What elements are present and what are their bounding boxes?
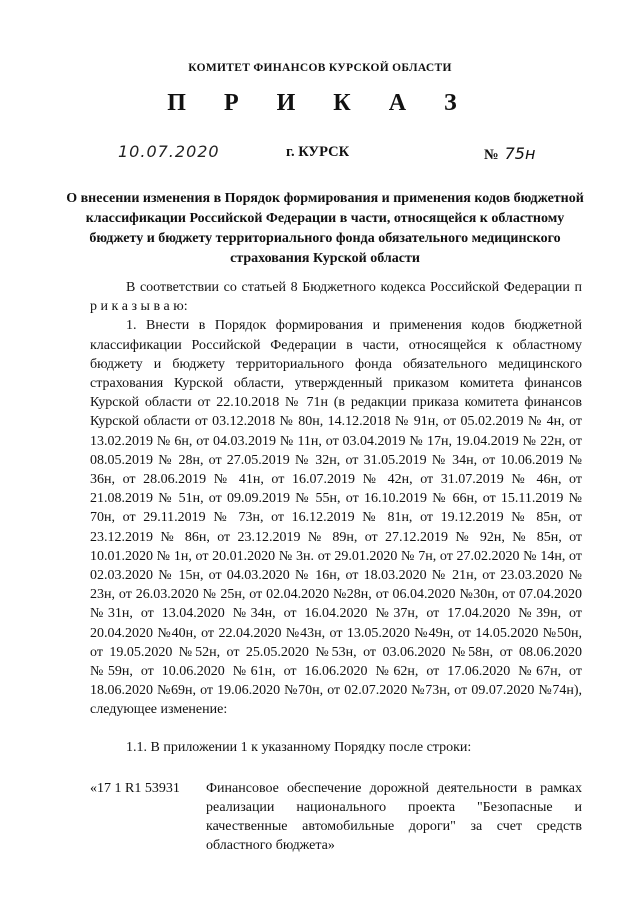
order-number	[484, 144, 535, 164]
spacer	[90, 757, 582, 775]
item-1-1-paragraph: 1.1. В приложении 1 к указанному Порядку после строки:	[126, 739, 472, 755]
item-1-paragraph: 1. Внести в Порядок формирования и применения кодов бюджетной классификации Российской Федерации в части, относящейся к областному бюджету и бюджету территориального фонда обязательного медицинского страхования Курской области, утвержденный приказом комитета финансов Курской области от 22.10.2018 № 71н (в редакции приказа комитета финансов Курской области от 03.12.2018 № 80н, 14.12.2018 № 91н, от 05.02.2019 № 4н, от 13.02.2019 № 6н, от 04.03.2019 № 11н, от 03.04.2019 № 17н, 19.04.2019 № 22н, от 08.05.2019 № 28н, от 27.05.2019 № 32н, от 31.05.2019 № 34н, от 10.06.2019 № 36н, от 28.06.2019 № 41н, от 16.07.2019 № 42н, от 31.07.2019 № 46н, от 21.08.2019 № 51н, от 09.09.2019 № 55н, от 16.10.2019 № 66н, от 15.11.2019 № 70н, от 29.11.2019 № 73н, от 16.12.2019 № 81н, от 19.12.2019 № 85н, от 23.12.2019 № 86н, от 23.12.2019 № 89н, от 27.12.2019 № 92н, № 85н, от 10.01.2020 № 1н, от 20.01.2020 № 3н. от 29.01.2020 № 7н, от 27.02.2020 № 14н, от 02.03.2020 № 15н, от 04.03.2020 № 16н, от 18.03.2020 № 21н, от 23.03.2020 № 23н, от 26.03.2020 № 25н, от 02.04.2020 №28н, от 06.04.2020 №30н, от 07.04.2020 №31н, от 13.04.2020 №34н, от 16.04.2020 №37н, от 17.04.2020 №39н, от 20.04.2020 №40н, от 22.04.2020 №43н, от 13.05.2020 №49н, от 14.05.2020 №50н, от 19.05.2020 №52н, от 25.05.2020 №53н, от 03.06.2020 №58н, от 08.06.2020 №59н, от 10.06.2020 №61н, от 16.06.2020 №62н, от 17.06.2020 №67н, от 18.06.2020 №69н, от 19.06.2020 №70н, от 02.07.2020 №73н, от 09.07.2020 №74н), следующее изменение:	[90, 318, 582, 718]
budget-code: «17 1 R1 53931	[90, 780, 180, 796]
table-row	[90, 779, 582, 856]
intro-paragraph: В соответствии со статьей 8 Бюджетного кодекса Российской Федерации п р и к а з ы в а ю:	[90, 280, 582, 315]
budget-code-description: Финансовое обеспечение дорожной деятельности в рамках реализации национального проекта "Безопасные и качественные автомобильные дороги" за счет средств областного бюджета»	[206, 780, 582, 854]
document-title: П Р И К А З	[167, 90, 473, 116]
number-sign: №	[484, 147, 499, 163]
city-label: г. КУРСК	[286, 144, 350, 160]
spacer	[90, 720, 582, 738]
handwritten-date: 10.07.2020	[118, 142, 220, 161]
order-heading: О внесении изменения в Порядок формирования и применения кодов бюджетной классификации Российской Федерации в части, относящейся к областному бюджету и бюджету территориального фонда обязательного медицинского страхования Курской области	[66, 191, 584, 266]
organization-name: КОМИТЕТ ФИНАНСОВ КУРСКОЙ ОБЛАСТИ	[188, 62, 452, 74]
handwritten-number: 75н	[504, 144, 536, 163]
order-body	[90, 278, 582, 856]
